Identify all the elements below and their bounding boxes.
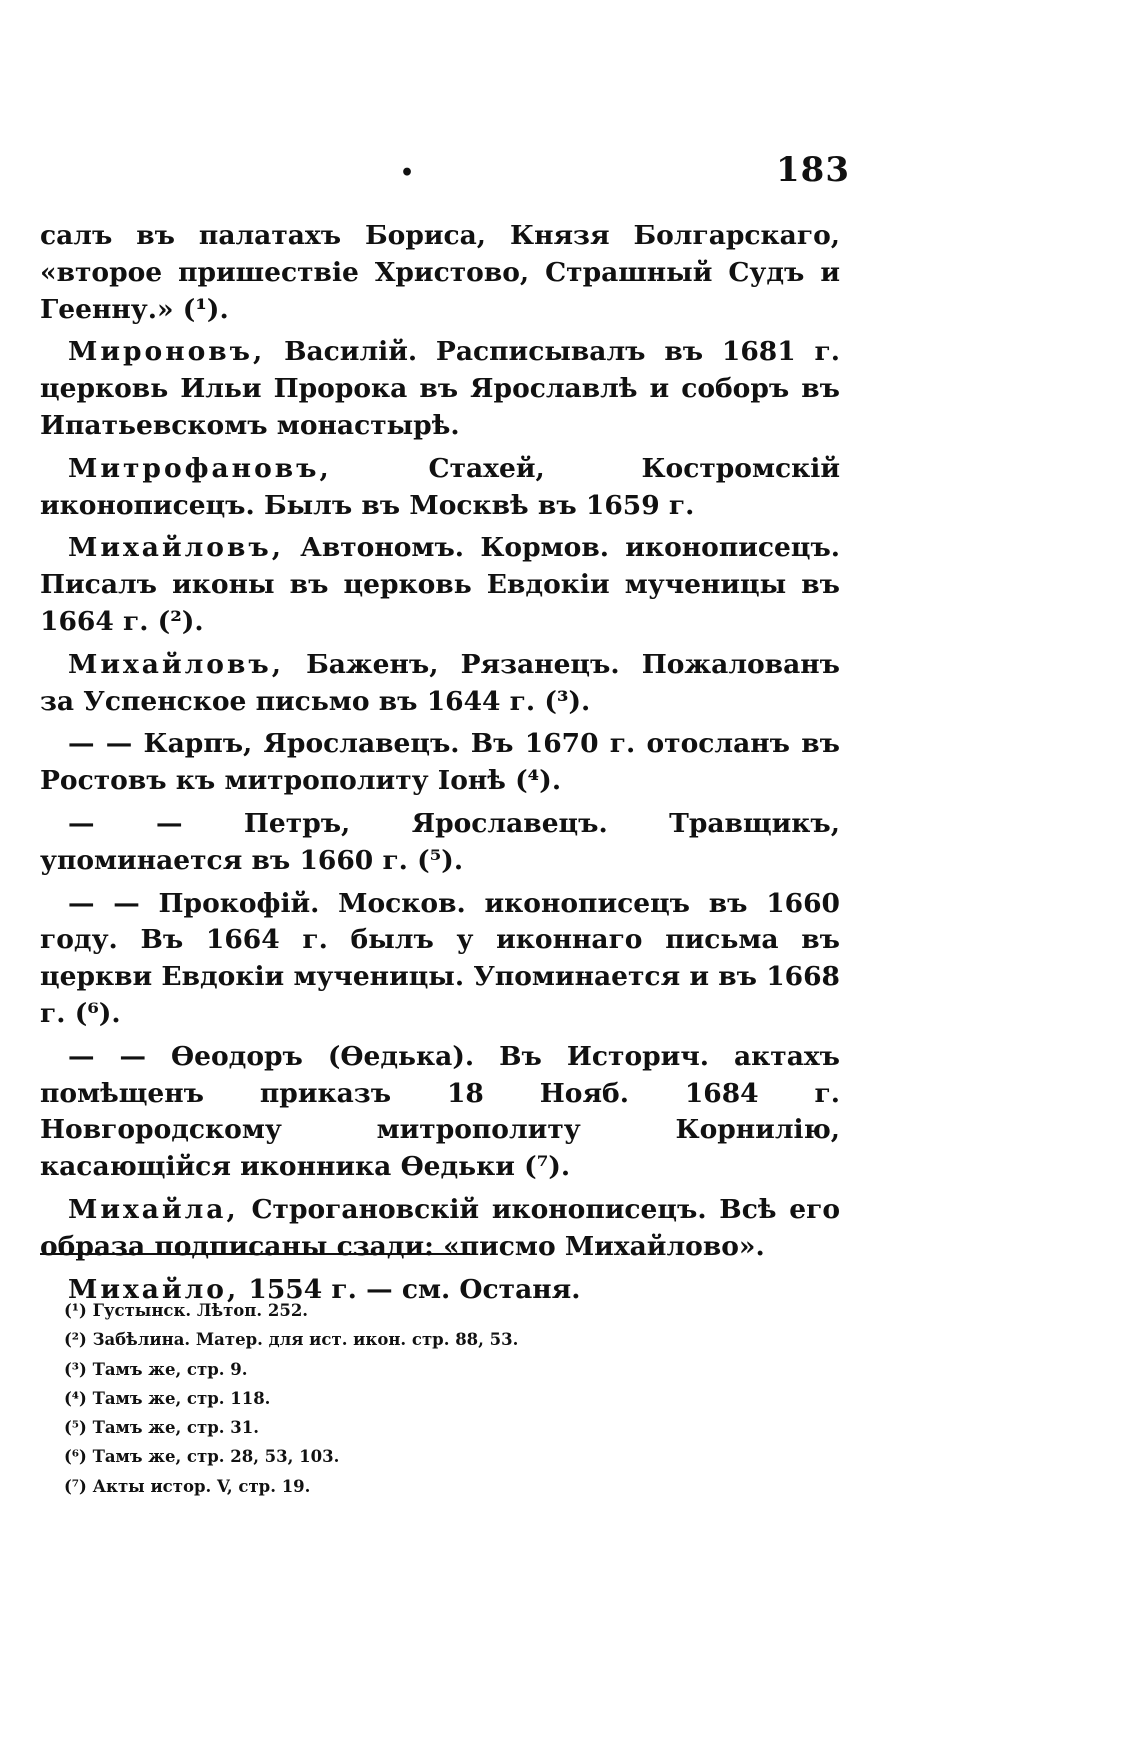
entry-head: Михайла, <box>68 1193 239 1225</box>
entry-feodor: — — Ѳеодоръ (Ѳедька). Въ Историч. актахъ помѣщенъ приказъ 18 Нояб. 1684 г. Новгородскому митрополиту Корнилію, касающійся иконника Ѳедьки (⁷). <box>40 1040 840 1183</box>
entry-petr: — — Петръ, Ярославецъ. Травщикъ, упоминается въ 1660 г. (⁵). <box>40 807 840 876</box>
footnote-1: (¹) Густынск. Лѣтоп. 252. <box>64 1301 309 1320</box>
entry-prokofiy: — — Прокофій. Москов. иконописецъ въ 1660 году. Въ 1664 г. былъ у иконнаго письма въ церкви Евдокіи мученицы. Упоминается и въ 1668 г. (⁶). <box>40 887 840 1029</box>
page-mark: • <box>400 160 415 186</box>
entry-mikhailov-avtonom: Михайловъ, Автономъ. Кормов. иконописецъ. Писалъ иконы въ церковь Евдокіи мученицы въ 1664 г. (²). <box>40 532 840 637</box>
entry-head: Митрофановъ, <box>68 452 332 484</box>
entry-karp: — — Карпъ, Ярославецъ. Въ 1670 г. отосланъ въ Ростовъ къ митрополиту Іонѣ (⁴). <box>40 728 840 797</box>
entry-head: Михайловъ, <box>68 532 284 564</box>
footnotes <box>64 1296 764 1501</box>
entry-head: Михайло, <box>68 1273 240 1305</box>
entry-mitrofanov: Митрофановъ, Стахей, Костромскій иконописецъ. Былъ въ Москвѣ въ 1659 г. <box>40 452 840 521</box>
footnote-6: (⁶) Тамъ же, стр. 28, 53, 103. <box>64 1447 340 1467</box>
entry-continuation: салъ въ палатахъ Бориса, Князя Болгарскаго, «второе пришествіе Христово, Страшный Судъ и Геенну.» (¹). <box>40 220 840 325</box>
footnote-3: (³) Тамъ же, стр. 9. <box>64 1359 248 1379</box>
entry-head: Мироновъ, <box>68 336 266 368</box>
entry-mironov: Мироновъ, Василій. Расписывалъ въ 1681 г. церковь Ильи Пророка въ Ярославлѣ и соборъ въ Ипатьевскомъ монастырѣ. <box>40 336 840 441</box>
entry-mikhailov-bazhen: Михайловъ, Баженъ, Рязанецъ. Пожалованъ за Успенское письмо въ 1644 г. (³). <box>40 648 840 717</box>
page-number: 183 <box>776 150 850 190</box>
footnote-5: (⁵) Тамъ же, стр. 31. <box>64 1418 259 1438</box>
footnote-7: (⁷) Акты истор. V, стр. 19. <box>64 1476 311 1496</box>
entry-head: Михайловъ, <box>68 648 284 680</box>
entry-mikhailo: Михайло, 1554 г. — см. Останя. <box>68 1273 581 1305</box>
page-body <box>40 218 840 1308</box>
footnote-4: (⁴) Тамъ же, стр. 118. <box>64 1388 271 1408</box>
footnote-rule <box>40 1253 470 1255</box>
entry-mikhaila: Михайла, Строгановскій иконописецъ. Всѣ его образа подписаны сзади: «писмо Михайлово». <box>40 1193 840 1262</box>
footnote-2: (²) Забѣлина. Матер. для ист. икон. стр. 88, 53. <box>64 1330 519 1350</box>
